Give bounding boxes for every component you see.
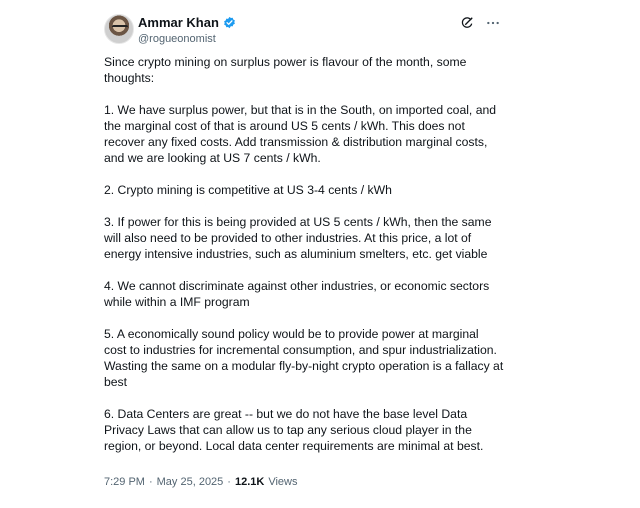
tweet-paragraph: Since crypto mining on surplus power is flavour of the month, some thoughts: bbox=[104, 55, 467, 85]
tweet-header bbox=[104, 12, 504, 46]
views-label: Views bbox=[268, 476, 298, 488]
author-name[interactable]: Ammar Khan bbox=[138, 15, 219, 30]
tweet-paragraph: 1. We have surplus power, but that is in the South, on imported coal, and the marginal cost of that is around US 5 cents / kWh. This does not recover any fixed costs. Add transmission & distribution marginal costs, and we are looking at US 7 cents / kWh. bbox=[104, 103, 497, 165]
meta-separator: · bbox=[227, 476, 231, 488]
grok-icon[interactable] bbox=[460, 16, 474, 30]
views-count[interactable]: 12.1K bbox=[234, 476, 265, 488]
avatar[interactable] bbox=[104, 14, 134, 44]
tweet-actions bbox=[460, 16, 500, 30]
tweet-text bbox=[104, 54, 504, 470]
more-icon[interactable] bbox=[486, 16, 500, 30]
tweet-paragraph: 3. If power for this is being provided at US 5 cents / kWh, then the same will also need to be provided to other industries. At this price, a lot of energy intensive industries, such as aluminium smelters, etc. get viable bbox=[104, 215, 492, 261]
tweet-paragraph: 4. We cannot discriminate against other industries, or economic sectors while within a IMF program bbox=[104, 279, 490, 309]
tweet-paragraph: 2. Crypto mining is competitive at US 3-4 cents / kWh bbox=[104, 183, 392, 197]
tweet-paragraph: 5. A economically sound policy would be to provide power at marginal cost to industries for incremental consumption, and spur industrialization. Wasting the same on a modular fly-by-night crypto operation is a fallacy at best bbox=[104, 327, 504, 389]
tweet-date[interactable]: May 25, 2025 bbox=[156, 476, 224, 488]
author-handle[interactable]: @rogueonomist bbox=[138, 33, 216, 45]
tweet-time[interactable]: 7:29 PM bbox=[104, 476, 145, 488]
author-info bbox=[138, 15, 236, 45]
meta-separator: · bbox=[148, 476, 153, 488]
tweet-meta bbox=[104, 476, 297, 488]
verified-badge-icon bbox=[223, 16, 236, 29]
tweet-paragraph: 6. Data Centers are great -- but we do not have the base level Data Privacy Laws that can allow us to tap any serious cloud player in the region, or beyond. Local data center requirements are minimal at best. bbox=[104, 407, 484, 453]
